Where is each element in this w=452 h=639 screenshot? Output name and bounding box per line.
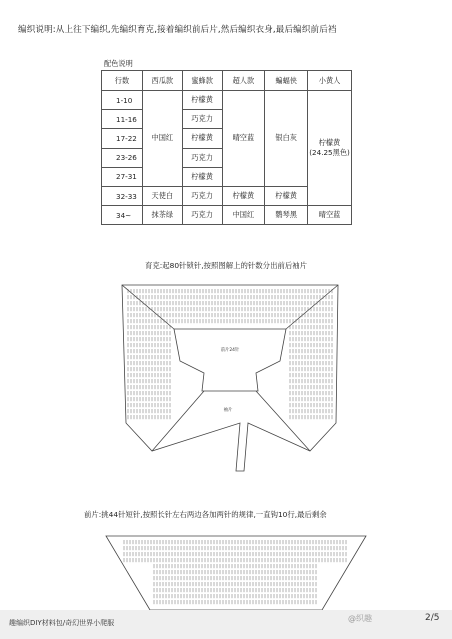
row-label: 1-10	[102, 91, 143, 110]
header-batman: 蝙蝠侠	[265, 71, 308, 91]
batman-cell: 柠檬黄	[265, 186, 308, 205]
watermark: @织趣	[348, 614, 372, 623]
front-caption: 前片:挑44针短针,按照长针左右两边各加两针的规律,一直钩10行,最后剩余	[84, 510, 327, 519]
yoke-chart	[110, 273, 350, 473]
footer-text: 趣编织DIY材料包/奇幻世界小爬服	[9, 619, 115, 627]
table-row	[102, 91, 352, 110]
yoke-neck-opening	[174, 329, 286, 391]
row-label: 32-33	[102, 186, 143, 205]
minion-cell	[308, 91, 352, 206]
bee-cell: 柠檬黄	[182, 167, 222, 186]
watermelon-cell: 中国红	[142, 91, 182, 187]
minion-text: 柠檬黄 (24.25黑色)	[309, 138, 350, 158]
header-bee: 蜜蜂款	[182, 71, 222, 91]
bee-cell: 巧克力	[182, 206, 222, 225]
yoke-front-label: 前片24针	[220, 348, 240, 353]
yoke-caption: 育克:起80针锁针,按照图解上的针数分出前后袖片	[144, 261, 308, 270]
bee-cell: 柠檬黄	[182, 129, 222, 148]
front-stitches	[124, 540, 346, 604]
table-row	[102, 206, 352, 225]
bee-cell: 巧克力	[182, 148, 222, 167]
page-title: 编织说明:从上往下编织,先编织育克,接着编织前后片,然后编织衣身,最后编织前后裆	[18, 25, 337, 35]
page-number: 2/5	[425, 613, 440, 623]
row-label: 27-31	[102, 167, 143, 186]
superman-cell: 中国红	[222, 206, 265, 225]
bee-cell: 柠檬黄	[182, 91, 222, 110]
header-superman: 超人款	[222, 71, 265, 91]
header-rows: 行数	[102, 71, 143, 91]
superman-cell: 柠檬黄	[222, 186, 265, 205]
row-label: 17-22	[102, 129, 143, 148]
front-chart	[100, 530, 372, 610]
header-watermelon: 西瓜款	[142, 71, 182, 91]
row-label: 11-16	[102, 110, 143, 129]
watermelon-cell: 天使白	[142, 186, 182, 205]
header-minion: 小黄人	[308, 71, 352, 91]
bee-cell: 巧克力	[182, 110, 222, 129]
row-label: 34~	[102, 206, 143, 225]
row-label: 23-26	[102, 148, 143, 167]
color-table	[101, 70, 352, 225]
minion-cell: 晴空蓝	[308, 206, 352, 225]
bee-cell: 巧克力	[182, 186, 222, 205]
color-table-caption: 配色说明	[104, 59, 133, 68]
batman-cell: 鹦琴黑	[265, 206, 308, 225]
watermelon-cell: 抹茶绿	[142, 206, 182, 225]
batman-cell: 银白灰	[265, 91, 308, 187]
superman-cell: 晴空蓝	[222, 91, 265, 187]
yoke-side-label: 袖片	[223, 408, 233, 413]
yoke-stitches	[128, 289, 332, 419]
table-header-row	[102, 71, 352, 91]
